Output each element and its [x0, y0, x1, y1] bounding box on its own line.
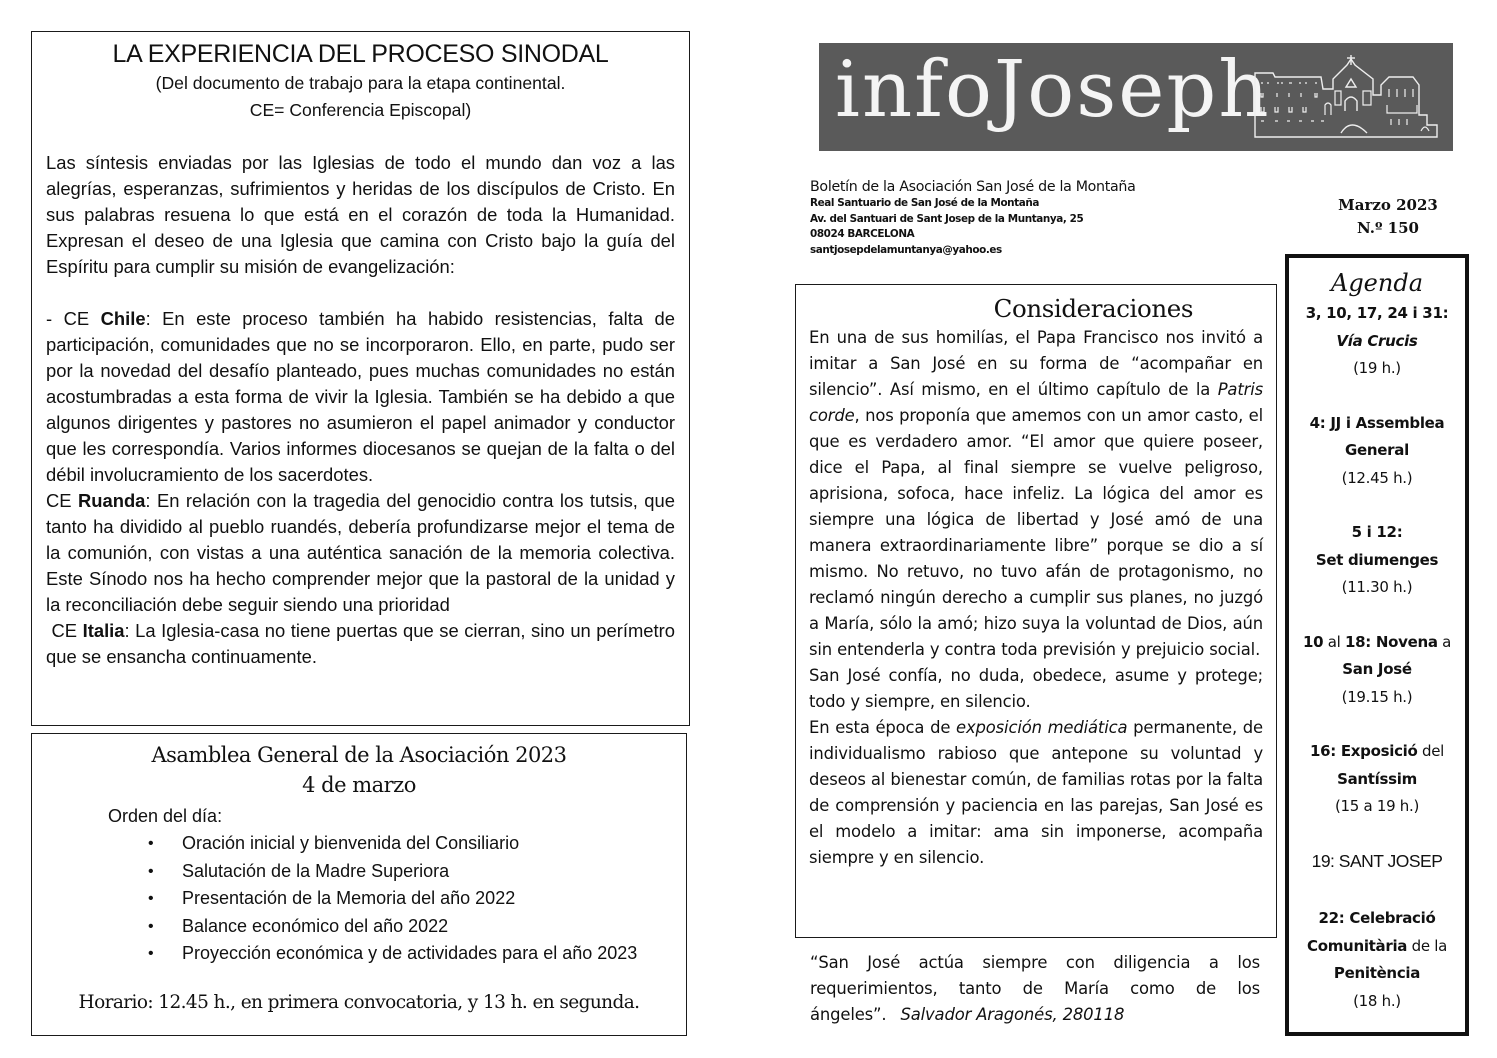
ruanda-label: Ruanda [77, 490, 146, 511]
asamblea-horario: Horario: 12.45 h., en primera convocatoria, y 13 h. en segunda. [78, 991, 640, 1013]
bullet-icon: • [148, 835, 154, 852]
agenda-time: (19.15 h.) [1341, 687, 1413, 706]
agenda-days-end: 18: Novena [1344, 632, 1438, 651]
agenda-event-start: Comunitària [1307, 936, 1408, 955]
quote-block [810, 950, 1260, 1028]
sinodal-intro: Las síntesis enviadas por las Iglesias de todo el mundo dan voz a las alegrías, esperanzas, sufrimientos y heridas de los discípulos de Cristo. En sus palabras resuena lo que está en el corazón de toda la Humanidad. Expresan el deseo de una Iglesia que camina con Cristo bajo la guía del Espíritu para cumplir su misión de evangelización: [46, 152, 675, 277]
agenda-days: 16: Exposició [1309, 742, 1418, 760]
agenda-event: Santíssim [1337, 769, 1417, 788]
agenda-event: 19: SANT JOSEP [1311, 850, 1443, 871]
quote-attribution: Salvador Aragonés, 280118 [900, 1005, 1125, 1024]
quote-text: “San José actúa siempre con diligencia a los requerimientos, tanto de María como de los ángeles”. [810, 953, 1260, 1024]
agenda-item [1293, 738, 1461, 821]
issue-number: N.º 150 [1356, 219, 1419, 237]
italia-label: Italia [82, 620, 125, 641]
p1-text-b: , nos proponía que amemos con un amor casto, el que es verdadero amor. “El amor que quiere poseer, dice el Papa, al final siempre se vuelve peligroso, aprisiona, sofoca, hace infeliz. La lógica del amor es siempre una lógica de libertad y José amó de una manera extraordinariamente libre” porque se dio a sí mismo. No retuvo, no tuvo afán de protagonismo, no reclamó ningún derecho a cumplir sus planes, no juzgó a María, sólo la amó; hizo suya la voluntad de Dios, aún sin entenderla y contra toda previsión y prejuicio social. [809, 406, 1263, 659]
italia-prefix: CE [46, 620, 83, 641]
agenda-days: 5 i 12: [1351, 523, 1403, 541]
ruanda-prefix: CE [46, 490, 78, 511]
chile-label: Chile [100, 308, 146, 329]
sinodal-article [31, 31, 690, 726]
p1-text-a: En una de sus homilías, el Papa Francisco nos invitó a imitar a San José en su forma de “acompañar en silencio”. Así mismo, en el último capítulo de la [809, 328, 1263, 399]
sanctuary-building-icon [1251, 55, 1441, 143]
bullet-icon: • [148, 862, 154, 880]
agenda-days-start: 10 [1302, 632, 1324, 651]
agenda-item [1293, 905, 1461, 1015]
sinodal-subtitle-line1: (Del documento de trabajo para la etapa continental. [155, 73, 566, 93]
agenda-days-suffix: del [1417, 742, 1445, 760]
agenda-days: 4: JJ i Assemblea [1309, 413, 1445, 432]
asamblea-date: 4 de marzo [302, 773, 416, 797]
agenda-item [1293, 519, 1461, 602]
orden-item-text: Presentación de la Memoria del año 2022 [182, 888, 516, 908]
consideraciones-paragraph-2: San José confía, no duda, obedece, asume y protege; todo y siempre, en silencio. [809, 666, 1263, 711]
orden-item-text: Balance económico del año 2022 [182, 915, 449, 936]
orden-item [142, 940, 676, 968]
agenda-event: General [1345, 441, 1409, 459]
agenda-days: 3, 10, 17, 24 i 31: [1305, 304, 1449, 322]
publisher-city: 08024 BARCELONA [810, 228, 915, 240]
chile-prefix: - CE [46, 308, 101, 329]
masthead-banner [819, 43, 1453, 151]
orden-list [42, 830, 676, 968]
agenda-event-connector: de la [1407, 936, 1447, 955]
sinodal-ruanda [46, 488, 675, 618]
agenda-item-highlight [1293, 848, 1461, 876]
agenda-time: (11.30 h.) [1341, 578, 1413, 596]
italia-text: : La Iglesia-casa no tiene puertas que se cierran, sino un perímetro que se ensancha continuamente. [46, 620, 675, 667]
sinodal-title: LA EXPERIENCIA DEL PROCESO SINODAL [112, 40, 609, 68]
agenda-event: San José [1342, 660, 1412, 678]
publisher-line1: Real Santuario de San José de la Montaña [810, 197, 1039, 209]
publisher-address: Av. del Santuari de Sant Josep de la Muntanya, 25 [810, 212, 1084, 225]
asamblea-title: Asamblea General de la Asociación 2023 [151, 743, 567, 767]
orden-item [142, 885, 676, 913]
orden-label: Orden del día: [108, 806, 223, 826]
p3-text-b: permanente, de individualismo rabioso que antepone su voluntad y deseos al bienestar común, de familias rotas por la falta de comprensión y paciencia en las parejas, San José es el modelo a imitar: ama sin imponerse, acompaña siempre y en silencio. [809, 718, 1263, 867]
asamblea-notice [31, 733, 687, 1036]
consideraciones-article [795, 284, 1277, 938]
issue-info [1318, 194, 1458, 240]
agenda-days-connector: al [1323, 632, 1345, 651]
consideraciones-paragraph-3 [809, 715, 1263, 871]
agenda-days-suffix: a [1437, 632, 1452, 651]
agenda-days: 22: Celebració [1318, 909, 1436, 927]
agenda-time: (19 h.) [1353, 359, 1401, 377]
orden-item-text: Salutación de la Madre Superiora [182, 860, 450, 881]
orden-item [142, 858, 676, 886]
ruanda-text: : En relación con la tragedia del genocidio contra los tutsis, que tanto ha dividido al pueblo ruandés, debería profundizarse mejor el tema de la comunión, con vistas a una auténtica sanación de la memoria colectiva. Este Sínodo nos ha hecho comprender mejor que la pastoral de la unidad y la reconciliación debe seguir siendo una prioridad [46, 490, 675, 615]
agenda-event-end: Penitència [1333, 964, 1421, 982]
bullet-icon: • [148, 917, 154, 935]
agenda-item [1293, 300, 1461, 383]
orden-item-text: Proyección económica y de actividades para el año 2023 [182, 943, 638, 963]
orden-item [142, 913, 676, 941]
bullet-icon: • [148, 890, 154, 907]
agenda-event: Set diumenges [1315, 550, 1439, 569]
agenda-time: (15 a 19 h.) [1334, 797, 1420, 815]
orden-item-text: Oración inicial y bienvenida del Consiliario [182, 833, 520, 853]
p3-italic: exposición mediática [956, 718, 1128, 737]
issue-date: Marzo 2023 [1338, 196, 1438, 214]
agenda-title: Agenda [1330, 269, 1424, 297]
chile-text: : En este proceso también ha habido resistencias, falta de participación, comunidades que no se incorporaron. Ello, en parte, pudo ser por la novedad del desafío planteado, pues muchas comunidades no están acostumbradas a esta forma de vivir la Iglesia. También se ha debido a que algunos dirigentes y pastores no asumieron el papel animador y conductor que les correspondía. Varios informes diocesanos se quejan de la falta o del débil involucramiento de los sacerdotes. [46, 308, 675, 485]
orden-item [142, 830, 676, 858]
p3-text-a: En esta época de [809, 718, 957, 737]
agenda-item [1293, 629, 1461, 712]
sinodal-italia [46, 618, 675, 670]
agenda-box [1285, 254, 1469, 1036]
consideraciones-title: Consideraciones [993, 294, 1193, 323]
bullet-icon: • [148, 945, 154, 962]
sinodal-subtitle-line2: CE= Conferencia Episcopal) [249, 100, 472, 120]
p1-italic: Patris corde [809, 380, 1263, 425]
publisher-name: Boletín de la Asociación San José de la Montaña [810, 179, 1136, 195]
publisher-info [810, 178, 1250, 258]
consideraciones-paragraph-1 [809, 325, 1263, 663]
agenda-item [1293, 410, 1461, 493]
masthead-logo-text: infoJoseph [835, 45, 1271, 135]
sinodal-chile [46, 306, 675, 488]
agenda-event: Vía Crucis [1336, 331, 1418, 350]
agenda-time: (12.45 h.) [1341, 468, 1413, 487]
publisher-email[interactable]: santjosepdelamuntanya@yahoo.es [810, 243, 1002, 256]
agenda-time: (18 h.) [1353, 991, 1401, 1010]
